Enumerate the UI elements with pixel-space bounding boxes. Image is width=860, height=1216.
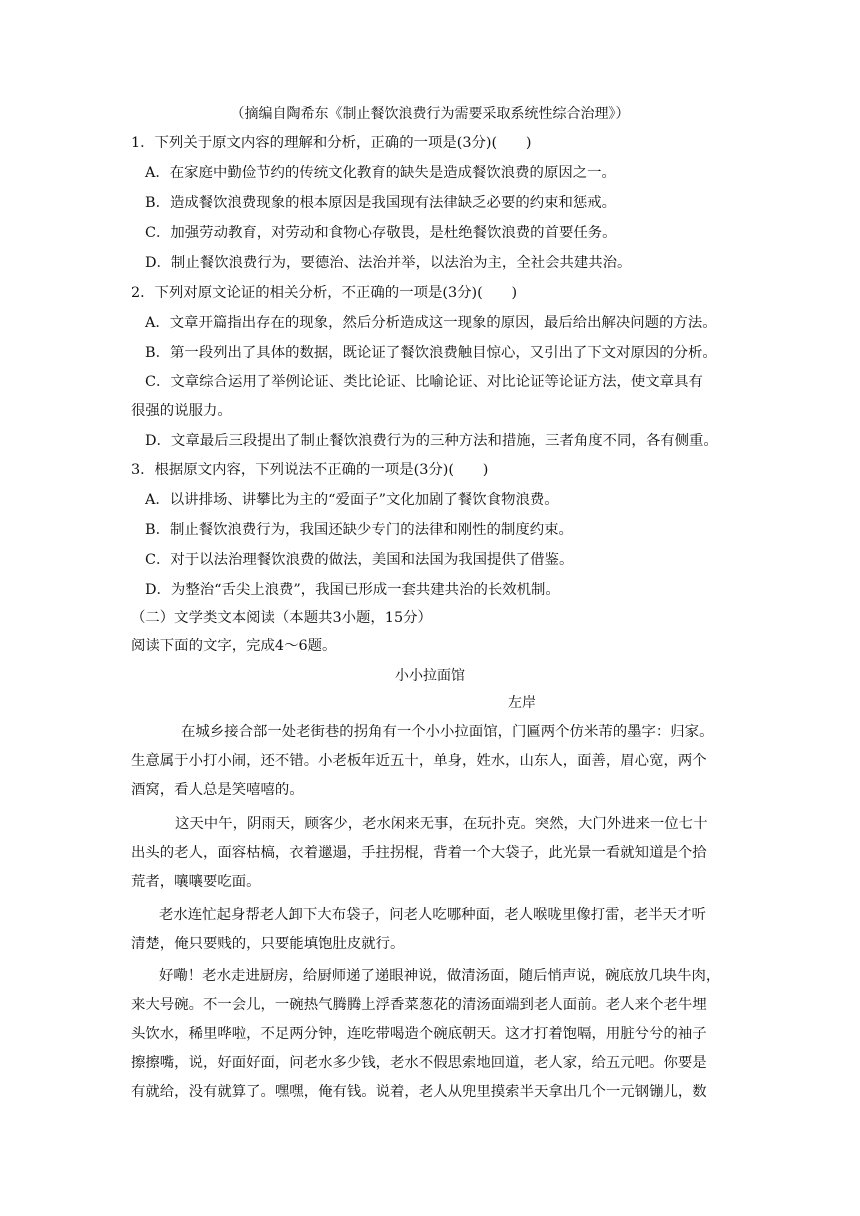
question-2-option-d: D．文章最后三段提出了制止餐饮浪费行为的三种方法和措施，三者角度不同，各有侧重。 xyxy=(145,433,718,449)
story-line: 清楚，俺只要贱的，只要能填饱肚皮就行。 xyxy=(131,936,405,952)
story-line: 好嘞！老水走进厨房，给厨师递了递眼神说，做清汤面，随后悄声说，碗底放几块牛肉， xyxy=(159,968,721,984)
question-1-option-a: A．在家庭中勤俭节约的传统文化教育的缺失是造成餐饮浪费的原因之一。 xyxy=(145,165,616,181)
question-2-option-c-continued: 很强的说服力。 xyxy=(131,403,232,419)
story-line: 有就给，没有就算了。嘿嘿，俺有钱。说着，老人从兜里摸索半天拿出几个一元钢镚儿，数 xyxy=(131,1084,707,1100)
story-line: 荒者，嚷嚷要吃面。 xyxy=(131,874,261,890)
question-3-option-c: C．对于以法治理餐饮浪费的做法，美国和法国为我国提供了借鉴。 xyxy=(145,552,574,568)
story-line: 老水连忙起身帮老人卸下大布袋子，问老人吃哪种面，老人喉咙里像打雷，老半天才听 xyxy=(159,907,706,923)
question-1-stem: 1．下列关于原文内容的理解和分析，正确的一项是(3分)( ) xyxy=(131,135,532,151)
story-line: 擦擦嘴，说，好面好面，问老水多少钱，老水不假思索地回道，老人家，给五元吧。你要是 xyxy=(131,1055,707,1071)
question-3-stem: 3．根据原文内容，下列说法不正确的一项是(3分)( ) xyxy=(131,462,489,478)
story-line: 来大号碗。不一会儿，一碗热气腾腾上浮香菜葱花的清汤面端到老人面前。老人来个老牛埋 xyxy=(131,997,707,1013)
story-line: 这天中午，阴雨天，顾客少，老水闲来无事，在玩扑克。突然，大门外进来一位七十 xyxy=(175,816,708,832)
question-1-option-c: C．加强劳动教育，对劳动和食物心存敬畏，是杜绝餐饮浪费的首要任务。 xyxy=(145,225,617,241)
story-line: 酒窝，看人总是笑嘻嘻的。 xyxy=(131,782,304,798)
question-1-option-b: B．造成餐饮浪费现象的根本原因是我国现有法律缺乏必要的约束和惩戒。 xyxy=(145,195,617,211)
story-line: 出头的老人，面容枯槁，衣着邋遢，手拄拐棍，背着一个大袋子，此光景一看就知道是个拾 xyxy=(131,845,707,861)
question-3-option-d: D．为整治“舌尖上浪费”，我国已形成一套共建共治的长效机制。 xyxy=(145,582,560,598)
source-citation: （摘编自陶希东《制止餐饮浪费行为需要采取系统性综合治理》） xyxy=(230,106,630,122)
story-line: 头饮水，稀里哗啦，不足两分钟，连吃带喝造个碗底朝天。这才打着饱嗝，用脏兮兮的袖子 xyxy=(131,1026,707,1042)
question-3-option-a: A．以讲排场、讲攀比为主的“爱面子”文化加剧了餐饮食物浪费。 xyxy=(145,492,559,508)
story-line: 生意属于小打小闹，还不错。小老板年近五十，单身，姓水，山东人，面善，眉心宽，两个 xyxy=(131,753,707,769)
question-3-option-b: B．制止餐饮浪费行为，我国还缺少专门的法律和刚性的制度约束。 xyxy=(145,522,573,538)
question-2-option-c: C．文章综合运用了举例论证、类比论证、比喻论证、对比论证等论证方法，使文章具有 xyxy=(145,374,703,390)
story-title: 小小拉面馆 xyxy=(395,668,465,684)
question-1-option-d: D．制止餐饮浪费行为，要德治、法治并举，以法治为主，全社会共建共治。 xyxy=(145,255,632,271)
story-author: 左岸 xyxy=(508,695,536,711)
question-2-option-b: B．第一段列出了具体的数据，既论证了餐饮浪费触目惊心，又引出了下文对原因的分析。 xyxy=(145,345,717,361)
section-heading: （二）文学类文本阅读（本题共3小题，15分） xyxy=(131,610,432,626)
question-2-option-a: A．文章开篇指出存在的现象，然后分析造成这一现象的原因，最后给出解决问题的方法。 xyxy=(145,315,717,331)
question-2-stem: 2．下列对原文论证的相关分析，不正确的一项是(3分)( ) xyxy=(131,285,518,301)
reading-instruction: 阅读下面的文字，完成4～6题。 xyxy=(131,638,337,654)
story-line: 在城乡接合部一处老街巷的拐角有一个小小拉面馆，门匾两个仿米芾的墨字：归家。 xyxy=(181,724,714,740)
